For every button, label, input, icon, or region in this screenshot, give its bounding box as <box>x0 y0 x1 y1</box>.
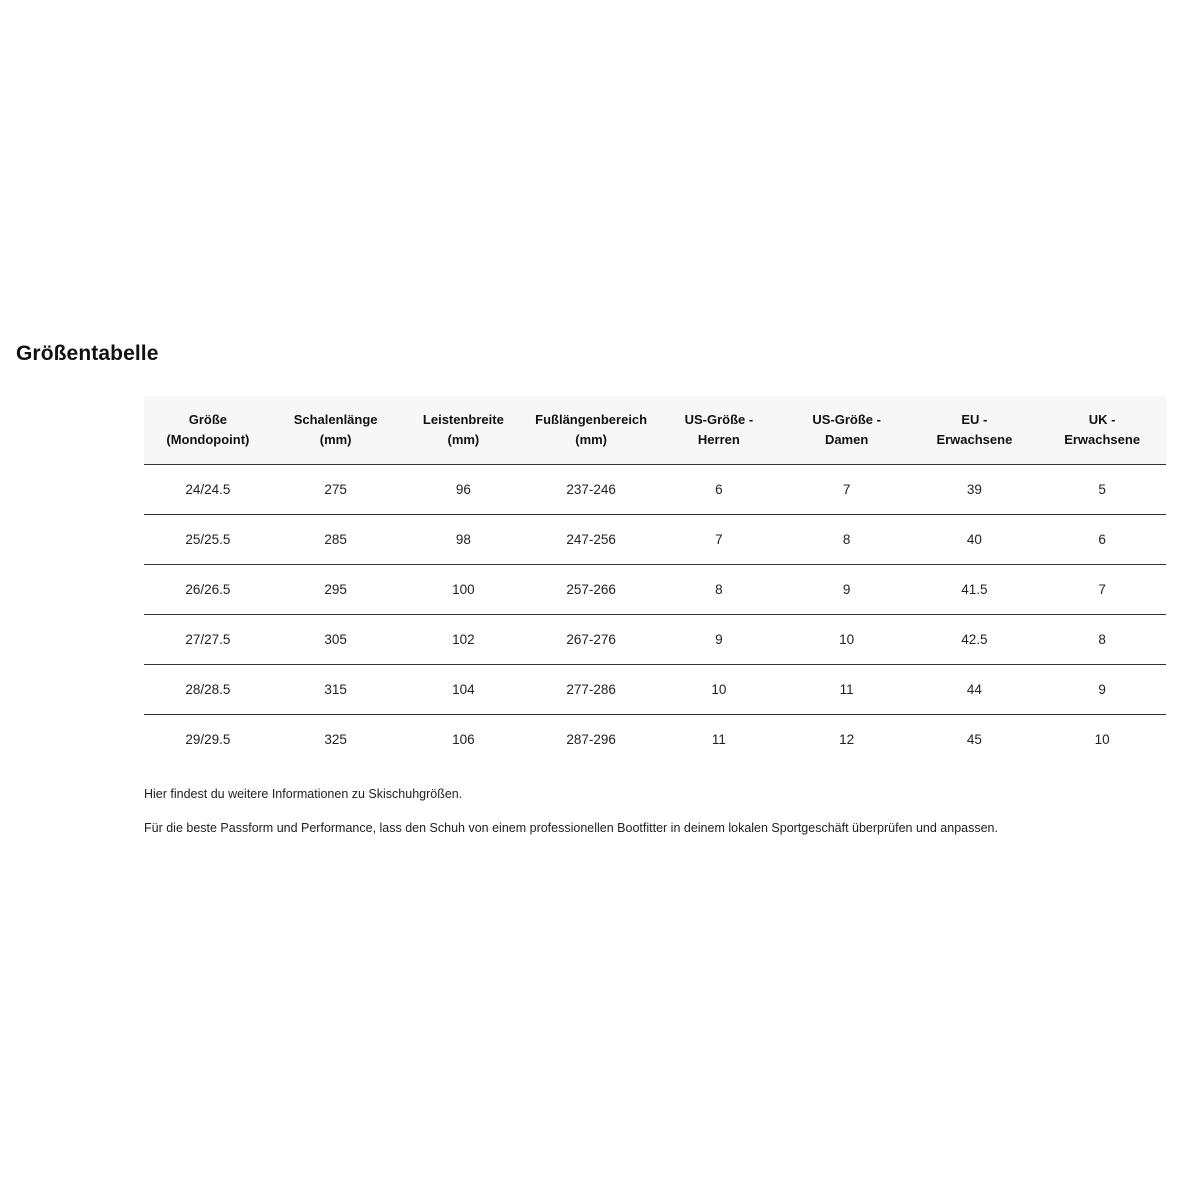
page-title: Größentabelle <box>16 342 159 365</box>
table-cell: 12 <box>839 732 855 747</box>
fit-advice-text: Für die beste Passform und Performance, lass den Schuh von einem professionellen Bootfitter in deinem lokalen Sportgeschäft überprüfen und anpassen. <box>144 821 998 835</box>
table-cell: 96 <box>400 465 528 515</box>
table-cell: 257-266 <box>527 565 655 615</box>
size-table <box>144 396 1166 764</box>
table-cell: 237-246 <box>527 465 655 515</box>
header-foot-length-range <box>527 396 655 465</box>
header-line: US-Größe - <box>812 412 881 427</box>
header-line: EU - <box>961 412 988 427</box>
table-row <box>144 515 1166 565</box>
table-cell: 24/24.5 <box>144 465 272 515</box>
header-line: Damen <box>824 432 869 447</box>
table-cell: 26/26.5 <box>144 565 272 615</box>
table-cell: 247-256 <box>527 515 655 565</box>
table-row <box>144 715 1166 765</box>
table-cell: 29/29.5 <box>185 732 231 747</box>
table-row <box>144 615 1166 665</box>
header-last-width <box>400 396 528 465</box>
header-line: Leistenbreite <box>422 412 504 427</box>
table-cell: 45 <box>966 732 982 747</box>
table-cell: 44 <box>911 665 1039 715</box>
table-cell: 106 <box>452 732 475 747</box>
header-line: (mm) <box>447 432 480 447</box>
header-us-men <box>655 396 783 465</box>
header-uk-adults <box>1038 396 1166 465</box>
table-cell: 9 <box>783 565 911 615</box>
table-cell: 7 <box>1038 565 1166 615</box>
table-cell: 10 <box>1094 732 1110 747</box>
table-cell: 98 <box>400 515 528 565</box>
table-cell: 8 <box>1038 615 1166 665</box>
table-cell: 7 <box>783 465 911 515</box>
header-line: Erwachsene <box>1064 432 1141 447</box>
table-row <box>144 465 1166 515</box>
table-cell: 27/27.5 <box>144 615 272 665</box>
table-cell: 9 <box>1038 665 1166 715</box>
table-cell: 25/25.5 <box>144 515 272 565</box>
table-cell: 41.5 <box>911 565 1039 615</box>
header-line: Schalenlänge <box>293 412 378 427</box>
table-cell: 305 <box>272 615 400 665</box>
ski-boot-size-info-link[interactable]: Hier findest du weitere Informationen zu Skischuhgrößen. <box>144 787 463 801</box>
header-line: Größe <box>188 412 228 427</box>
table-cell: 6 <box>655 465 783 515</box>
table-cell: 102 <box>400 615 528 665</box>
table-cell: 9 <box>655 615 783 665</box>
table-cell: 10 <box>655 665 783 715</box>
table-cell: 287-296 <box>566 732 616 747</box>
table-cell: 8 <box>783 515 911 565</box>
table-header-row <box>144 396 1166 465</box>
notes-section <box>144 786 1184 854</box>
header-eu-adults <box>911 396 1039 465</box>
header-line: (mm) <box>319 432 352 447</box>
table-cell: 267-276 <box>527 615 655 665</box>
table-cell: 11 <box>711 732 726 747</box>
table-cell: 40 <box>911 515 1039 565</box>
table-cell: 104 <box>400 665 528 715</box>
table-cell: 275 <box>272 465 400 515</box>
table-row <box>144 565 1166 615</box>
table-cell: 6 <box>1038 515 1166 565</box>
table-cell: 5 <box>1038 465 1166 515</box>
header-line: (Mondopoint) <box>166 432 250 447</box>
header-shell-length <box>272 396 400 465</box>
size-table-container <box>144 396 1166 764</box>
table-cell: 7 <box>655 515 783 565</box>
header-line: Fußlängenbereich <box>535 412 648 427</box>
header-size-mondopoint <box>144 396 272 465</box>
header-line: Herren <box>697 432 740 447</box>
table-cell: 39 <box>911 465 1039 515</box>
header-line: Erwachsene <box>936 432 1013 447</box>
table-cell: 42.5 <box>911 615 1039 665</box>
table-cell: 28/28.5 <box>144 665 272 715</box>
table-cell: 11 <box>783 665 911 715</box>
header-line: (mm) <box>575 432 608 447</box>
table-cell: 277-286 <box>527 665 655 715</box>
table-cell: 325 <box>324 732 347 747</box>
header-line: UK - <box>1088 412 1116 427</box>
table-cell: 285 <box>272 515 400 565</box>
header-us-women <box>783 396 911 465</box>
table-cell: 295 <box>272 565 400 615</box>
table-row <box>144 665 1166 715</box>
header-line: US-Größe - <box>684 412 754 427</box>
table-cell: 315 <box>272 665 400 715</box>
table-cell: 100 <box>400 565 528 615</box>
table-cell: 8 <box>655 565 783 615</box>
info-paragraph <box>144 786 1184 802</box>
table-cell: 10 <box>783 615 911 665</box>
